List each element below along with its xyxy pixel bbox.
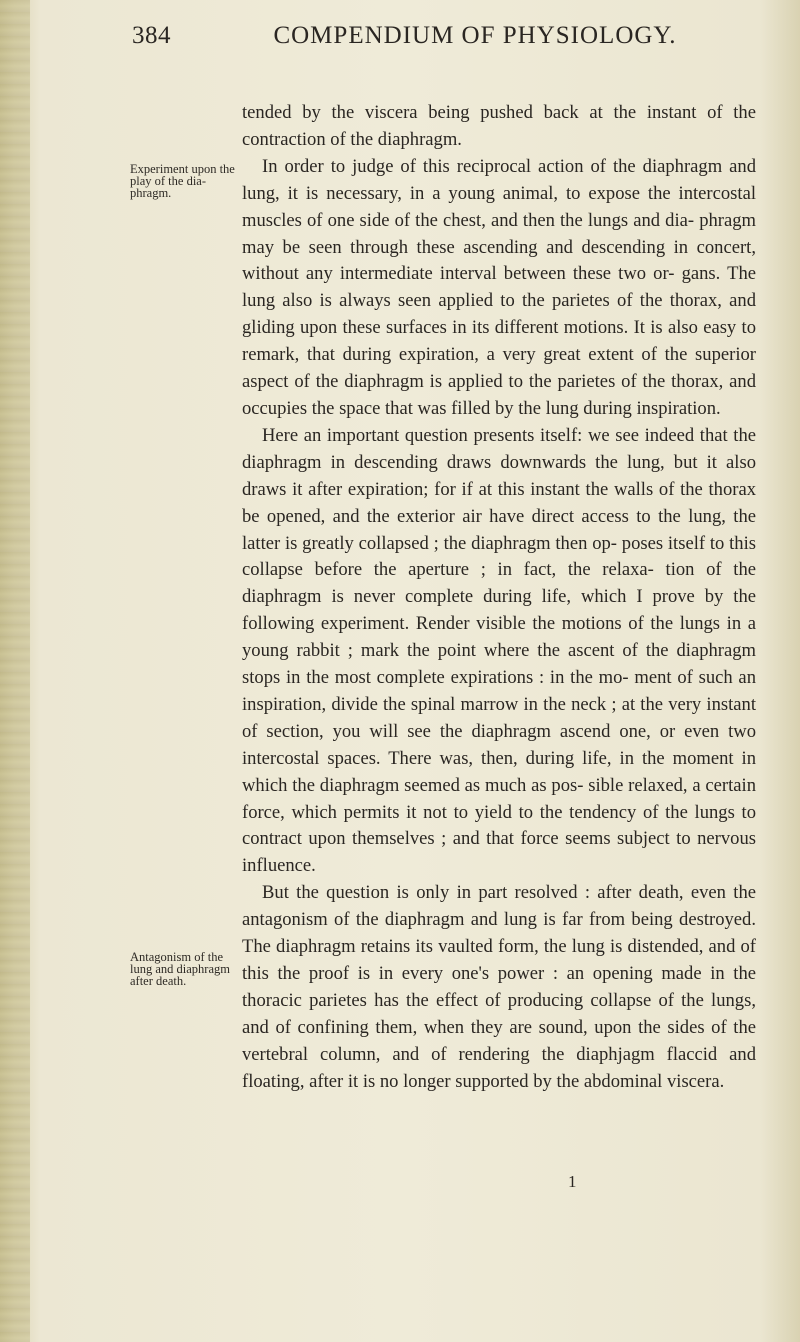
page-number: 384 [132,22,171,49]
signature-mark: 1 [568,1172,577,1191]
body-text [242,100,756,1096]
margin-note-experiment: Experiment upon the play of the dia- phragm. [130,162,235,201]
running-header [132,22,742,58]
margin-note-antagonism: Antagonism of the lung and diaphragm after death. [130,950,230,989]
page-binding-edge [0,0,30,1342]
paragraph-experiment: In order to judge of this reciprocal action of the diaphragm and lung, it is necessary, in a young animal, to expose the intercostal muscles of one side of the chest, and then the lungs and dia- phragm may be seen through these ascending and descending in concert, without any intermediate interval between these two or- gans. The lung also is always seen applied to the parietes of the thorax, and gliding upon these surfaces in its different motions. It is also easy to remark, that during expiration, a very great extent of the superior aspect of the diaphragm is applied to the parietes of the thorax, and occupies the space that was filled by the lung during inspiration. [242,155,756,419]
paragraph-continuation: tended by the viscera being pushed back at the instant of the contraction of the diaphragm. [242,102,756,150]
paragraph-question: Here an important question presents itself: we see indeed that the diaphragm in descending draws downwards the lung, but it also draws it after expiration; for if at this instant the walls of the thorax be opened, and the exterior air have direct access to the lung, the latter is greatly collapsed ; the diaphragm then op- poses itself to this collapse before the aperture ; in fact, the relaxa- tion of the diaphragm is never complete during life, which I prove by the following experiment. Render visible the motions of the lungs in a young rabbit ; mark the point where the ascent of the diaphragm stops in the most complete expirations : in the mo- ment of such an inspiration, divide the spinal marrow in the neck ; at the very instant of section, you will see the diaphragm ascend one, or even two intercostal spaces. There was, then, during life, in the moment in which the diaphragm seemed as much as pos- sible relaxed, a certain force, which permits it not to yield to the tendency of the lungs to contract upon themselves ; and that force seems subject to nervous influence. [242,424,756,877]
paragraph-after-death: But the question is only in part resolved : after death, even the antagonism of the diaphragm and lung is far from being destroyed. The diaphragm retains its vaulted form, the lung is distended, and of this the proof is in every one's power : an opening made in the thoracic parietes has the effect of producing collapse of the lungs, and of confining them, when they are sound, upon the sides of the vertebral column, and of rendering the diaphjagm flaccid and floating, after it is no longer supported by the abdominal viscera. [242,882,756,1092]
running-title: COMPENDIUM OF PHYSIOLOGY. [273,22,677,49]
